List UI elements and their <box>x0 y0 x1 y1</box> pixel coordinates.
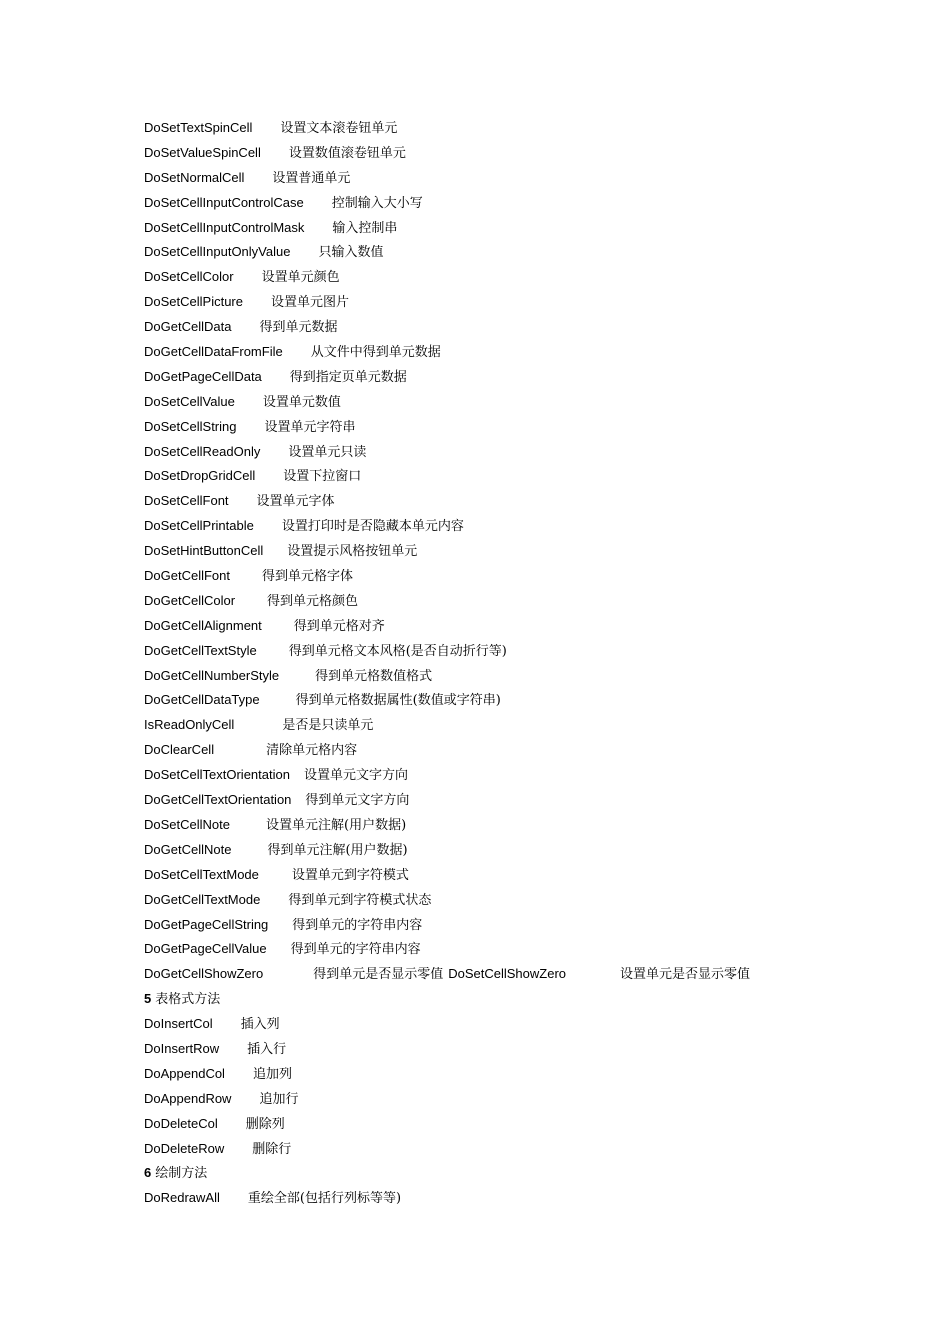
function-name: DoGetPageCellValue <box>144 941 267 957</box>
function-name: DoSetCellShowZero <box>448 966 567 982</box>
function-description: 设置单元字体 <box>256 494 335 510</box>
function-description: 从文件中得到单元数据 <box>310 345 441 361</box>
list-item <box>144 265 844 290</box>
function-name: DoGetCellShowZero <box>144 966 264 982</box>
function-description: 是否是只读单元 <box>282 718 374 734</box>
list-item <box>144 116 844 141</box>
function-name: DoDeleteRow <box>144 1140 225 1156</box>
function-description: 只输入数值 <box>318 245 384 261</box>
function-description: 插入行 <box>247 1041 287 1057</box>
function-name: DoSetCellString <box>144 418 237 434</box>
function-description: 设置单元字符串 <box>264 419 356 435</box>
function-description: 设置文本滚卷钮单元 <box>280 121 398 136</box>
function-description: 设置单元只读 <box>288 444 367 460</box>
function-description: 得到单元格颜色 <box>267 593 359 609</box>
list-item <box>144 315 844 340</box>
function-description: 设置单元是否显示零值 <box>620 967 751 983</box>
function-name: DoSetCellInputControlCase <box>144 194 304 210</box>
list-item <box>144 1012 844 1037</box>
list-item <box>144 539 844 564</box>
function-description: 设置单元图片 <box>271 295 350 311</box>
list-item <box>144 240 844 265</box>
list-item <box>144 564 844 589</box>
function-name: DoSetDropGridCell <box>144 468 256 484</box>
list-item <box>144 713 844 738</box>
function-name: DoGetCellAlignment <box>144 617 262 633</box>
function-name: DoSetCellTextMode <box>144 866 259 882</box>
section-number: 6 <box>144 1165 152 1181</box>
function-description: 得到指定页单元数据 <box>289 369 407 385</box>
list-item <box>144 1186 844 1211</box>
list-item <box>144 688 844 713</box>
function-description: 设置数值滚卷钮单元 <box>288 145 406 161</box>
section-title: 表格式方法 <box>155 992 221 1008</box>
function-description: 设置单元到字符模式 <box>291 867 409 883</box>
list-item <box>144 664 844 689</box>
function-description: 得到单元格数值格式 <box>315 668 433 684</box>
function-name: DoSetCellValue <box>144 393 235 409</box>
section-title: 绘制方法 <box>155 1166 208 1182</box>
function-description: 重绘全部(包括行列标等等) <box>247 1191 402 1207</box>
function-name: DoSetCellReadOnly <box>144 443 261 459</box>
function-name: DoGetCellDataType <box>144 692 260 708</box>
list-item <box>144 340 844 365</box>
list-item <box>144 141 844 166</box>
function-name: DoClearCell <box>144 742 215 758</box>
function-name: DoSetCellFont <box>144 493 229 509</box>
list-item <box>144 1112 844 1137</box>
function-name: DoGetCellNumberStyle <box>144 667 280 683</box>
list-item <box>144 440 844 465</box>
list-item <box>144 962 844 987</box>
function-description: 得到单元格字体 <box>261 569 353 585</box>
list-item <box>144 1037 844 1062</box>
document-body <box>144 116 844 1211</box>
function-name: DoGetPageCellData <box>144 368 262 384</box>
function-name: DoGetCellDataFromFile <box>144 344 283 360</box>
function-name: DoSetCellInputOnlyValue <box>144 244 291 260</box>
function-name: DoGetCellData <box>144 319 232 335</box>
function-name: DoGetCellTextMode <box>144 891 261 907</box>
function-description: 输入控制串 <box>332 220 398 236</box>
function-description: 得到单元格数据属性(数值或字符串) <box>295 693 501 709</box>
list-item <box>144 191 844 216</box>
list-item <box>144 738 844 763</box>
function-name: DoDeleteCol <box>144 1115 218 1131</box>
list-item <box>144 614 844 639</box>
list-item <box>144 863 844 888</box>
list-item <box>144 838 844 863</box>
function-description: 得到单元到字符模式状态 <box>288 892 432 908</box>
function-description: 得到单元注解(用户数据) <box>267 842 408 858</box>
function-name: DoInsertRow <box>144 1040 220 1056</box>
function-description: 设置单元文字方向 <box>303 768 408 784</box>
function-name: DoGetPageCellString <box>144 916 269 932</box>
list-item <box>144 1087 844 1112</box>
list-item <box>144 415 844 440</box>
function-name: DoSetCellNote <box>144 816 230 832</box>
function-description: 得到单元格对齐 <box>293 618 385 634</box>
list-item <box>144 913 844 938</box>
function-description: 设置普通单元 <box>272 170 351 186</box>
function-name: IsReadOnlyCell <box>144 717 235 733</box>
list-item <box>144 1062 844 1087</box>
list-item <box>144 639 844 664</box>
list-item <box>144 290 844 315</box>
function-name: DoSetCellPicture <box>144 294 243 310</box>
function-description: 设置打印时是否隐藏本单元内容 <box>281 519 464 535</box>
function-description: 得到单元的字符串内容 <box>290 942 421 958</box>
function-description: 删除行 <box>252 1141 292 1157</box>
function-name: DoGetCellTextOrientation <box>144 792 292 808</box>
function-description: 得到单元格文本风格(是否自动折行等) <box>288 643 507 659</box>
function-description: 设置提示风格按钮单元 <box>287 544 418 560</box>
function-name: DoGetCellTextStyle <box>144 642 257 658</box>
function-description: 设置单元注解(用户数据) <box>266 817 407 833</box>
section-heading <box>144 987 844 1012</box>
function-description: 得到单元是否显示零值 <box>313 967 444 983</box>
list-item <box>144 390 844 415</box>
function-name: DoSetNormalCell <box>144 169 245 185</box>
function-description: 插入列 <box>240 1017 280 1033</box>
function-description: 设置下拉窗口 <box>283 469 362 485</box>
list-item <box>144 166 844 191</box>
function-description: 得到单元数据 <box>259 320 338 336</box>
function-description: 清除单元格内容 <box>266 743 358 759</box>
list-item <box>144 216 844 241</box>
list-item <box>144 514 844 539</box>
function-description: 追加列 <box>252 1066 292 1082</box>
list-item <box>144 365 844 390</box>
function-name: DoSetCellInputControlMask <box>144 219 305 235</box>
function-name: DoSetTextSpinCell <box>144 120 253 135</box>
function-name: DoInsertCol <box>144 1016 213 1032</box>
function-name: DoGetCellColor <box>144 592 236 608</box>
function-description: 追加行 <box>259 1091 299 1107</box>
list-item <box>144 464 844 489</box>
function-description: 删除列 <box>245 1116 285 1132</box>
list-item <box>144 813 844 838</box>
section-heading <box>144 1161 844 1186</box>
function-description: 设置单元数值 <box>262 394 341 410</box>
function-name: DoGetCellNote <box>144 841 232 857</box>
list-item <box>144 1137 844 1162</box>
list-item <box>144 763 844 788</box>
list-item <box>144 788 844 813</box>
function-name: DoAppendRow <box>144 1090 232 1106</box>
function-description: 控制输入大小写 <box>331 195 423 211</box>
list-item <box>144 888 844 913</box>
function-name: DoSetValueSpinCell <box>144 144 261 160</box>
function-name: DoSetHintButtonCell <box>144 543 264 559</box>
function-name: DoRedrawAll <box>144 1190 220 1206</box>
function-name: DoAppendCol <box>144 1065 225 1081</box>
list-item <box>144 489 844 514</box>
section-number: 5 <box>144 991 152 1007</box>
function-description: 设置单元颜色 <box>261 270 340 286</box>
list-item <box>144 937 844 962</box>
function-description: 得到单元文字方向 <box>305 793 410 809</box>
function-name: DoSetCellTextOrientation <box>144 767 290 783</box>
function-name: DoGetCellFont <box>144 568 230 584</box>
function-name: DoSetCellPrintable <box>144 518 254 534</box>
function-name: DoSetCellColor <box>144 269 234 285</box>
function-description: 得到单元的字符串内容 <box>292 917 423 933</box>
list-item <box>144 589 844 614</box>
